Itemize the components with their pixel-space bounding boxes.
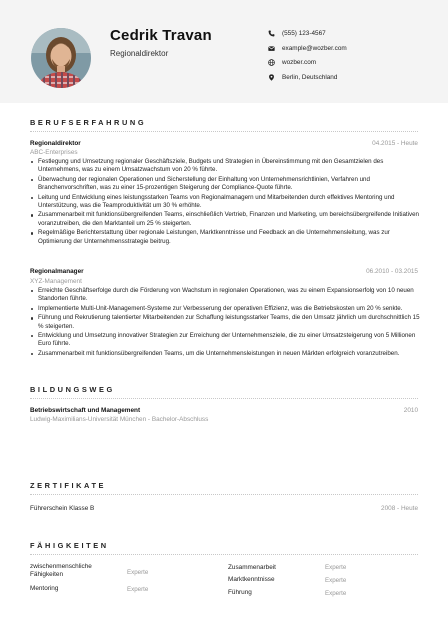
resume-header xyxy=(0,0,448,103)
job-bullet: Festlegung und Umsetzung regionaler Geschäftsziele, Budgets und Strategien in Übereinstimmung mit den Gesamtzielen des Unternehmens, was zu einem Umsatzwachstum von 20 % führte. xyxy=(30,158,420,175)
job-company: XYZ-Management xyxy=(30,278,82,285)
skill-name: zwischenmenschliche Fähigkeiten xyxy=(30,563,92,579)
job-bullet: Zusammenarbeit mit funktionsübergreifenden Teams, um die Unternehmensleistungen in neuen Märkten erfolgreich voranzutreiben. xyxy=(30,350,420,358)
email-icon xyxy=(268,45,275,52)
job-bullet: Implementierte Multi-Unit-Management-Systeme zur Verbesserung der operativen Effizienz, was die Betriebskosten um 20 % senkte. xyxy=(30,305,420,313)
job-bullet: Erreichte Geschäftserfolge durch die Förderung von Wachstum in regionalen Operationen, was zu einem Expansionserfolg von 10 neuen Standorten führte. xyxy=(30,287,420,304)
section-divider xyxy=(30,554,418,555)
education-year: 2010 xyxy=(403,407,418,414)
phone-icon xyxy=(268,30,275,37)
contact-info xyxy=(268,27,347,85)
education-heading: BILDUNGSWEG xyxy=(30,385,115,394)
skill-name: Führung xyxy=(228,589,252,596)
job-title: Regionaldirektor xyxy=(30,140,81,147)
degree-title: Betriebswirtschaft und Management xyxy=(30,407,141,414)
contact-location xyxy=(268,71,347,84)
contact-email[interactable] xyxy=(268,42,347,55)
skill-level: Experte xyxy=(127,586,149,593)
email-text: example@wozber.com xyxy=(282,44,347,52)
section-divider xyxy=(30,494,418,495)
skill-name: Mentoring xyxy=(30,585,59,592)
contact-phone xyxy=(268,27,347,40)
job-company: ABC-Enterprises xyxy=(30,149,78,156)
job-bullet: Zusammenarbeit mit funktionsübergreifenden Teams, einschließlich Vertrieb, Finanzen und Marketing, um bereichsübergreifende Initiativen voranzutreiben, die den Marktanteil um 25 % steigerten. xyxy=(30,211,420,228)
job-bullet: Regelmäßige Berichterstattung über regionale Leistungen, Marktkenntnisse und Feedback an die Unternehmensleitung, was zur Optimierung der Unternehmensstrategie beitrug. xyxy=(30,229,420,246)
certificates-heading: ZERTIFIKATE xyxy=(30,481,107,490)
skill-level: Experte xyxy=(325,564,347,571)
section-divider xyxy=(30,398,418,399)
globe-icon xyxy=(268,59,275,66)
section-divider xyxy=(30,131,418,132)
skill-name: Marktkenntnisse xyxy=(228,576,275,583)
education-details: Ludwig-Maximilians-Universität München - Bachelor-Abschluss xyxy=(30,416,209,423)
job-bullet-list xyxy=(30,158,420,247)
phone-text: (555) 123-4567 xyxy=(282,30,326,37)
skills-heading: FÄHIGKEITEN xyxy=(30,541,109,550)
job-bullet: Leitung und Entwicklung eines leistungsstarken Teams von Regionalmanagern und Mitarbeitenden durch effektives Mentoring und Unterstützung, was die Teamproduktivität um 30 % erhöhte. xyxy=(30,194,420,211)
skill-name: Zusammenarbeit xyxy=(228,564,276,571)
job-bullet: Überwachung der regionalen Operationen und Sicherstellung der Einhaltung von Unternehmensrichtlinien, Verfahren und Branchenvorschriften, was zu einer 15-prozentigen Steigerung der Compliance-Quote führte. xyxy=(30,176,420,193)
candidate-name: Cedrik Travan xyxy=(110,27,212,44)
job-bullet: Entwicklung und Umsetzung innovativer Strategien zur Erreichung der Unternehmensziele, die zu einer Umsatzsteigerung von 5 Millionen Euro führte. xyxy=(30,332,420,349)
candidate-title: Regionaldirektor xyxy=(110,49,169,58)
skill-level: Experte xyxy=(325,577,347,584)
location-pin-icon xyxy=(268,74,275,81)
skill-level: Experte xyxy=(127,569,149,576)
contact-website[interactable] xyxy=(268,56,347,69)
job-bullet: Führung und Rekrutierung talentierter Mitarbeitenden zur Schaffung leistungsstarker Teams, die den Umsatz jährlich um durchschnittlich 15 % steigerten. xyxy=(30,314,420,331)
job-bullet-list xyxy=(30,287,420,359)
location-text: Berlin, Deutschland xyxy=(282,73,338,81)
job-dates: 04.2015 - Heute xyxy=(372,140,418,147)
job-title: Regionalmanager xyxy=(30,268,84,275)
profile-photo xyxy=(31,28,91,88)
skill-level: Experte xyxy=(325,590,347,597)
job-dates: 06.2010 - 03.2015 xyxy=(366,268,418,275)
experience-heading: BERUFSERFAHRUNG xyxy=(30,118,147,127)
certificate-name: Führerschein Klasse B xyxy=(30,505,95,512)
certificate-dates: 2008 - Heute xyxy=(381,505,418,512)
website-text: wozber.com xyxy=(282,59,317,66)
